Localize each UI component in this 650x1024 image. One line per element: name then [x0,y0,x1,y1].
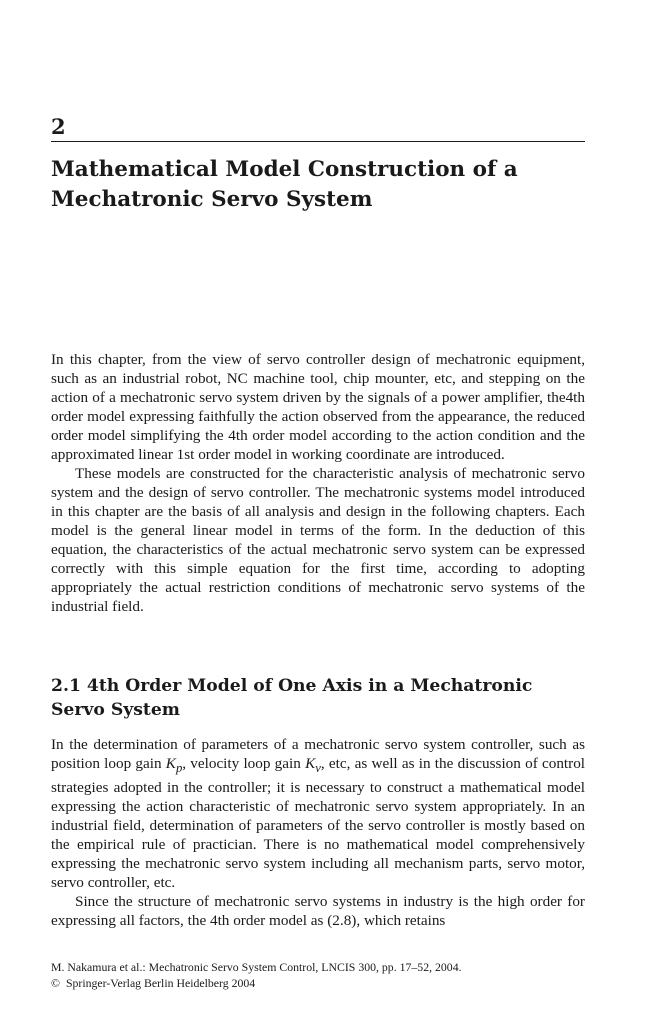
chapter-intro [51,350,585,616]
section-paragraph-2: Since the structure of mechatronic servo systems in industry is the high order for expressing all factors, the 4th order model as (2.8), which retains [51,893,585,930]
kv-subscript: v [315,761,321,776]
footer-copyright [51,975,585,991]
section-paragraph-1 [51,735,585,892]
footer-citation: M. Nakamura et al.: Mechatronic Servo System Control, LNCIS 300, pp. 17–52, 2004. [51,960,462,974]
kp-symbol: K [165,755,176,772]
page-footer [51,959,585,991]
section-paragraph-1-part-a: In the determination of parameters of a mechatronic servo system controller, such as position loop gain [51,736,585,772]
section-paragraph-1-part-b: , velocity loop gain [182,755,306,772]
copyright-icon: © [51,976,60,990]
section-paragraph-1-part-c: , etc, as well as in the discussion of control strategies adopted in the controller; it is necessary to construct a mathematical model expressing the action characteristic of mechatronic servo system appropriately. In an industrial field, determination of parameters of the servo controller is mostly based on the empirical rule of practician. There is no mathematical model comprehensively expressing the mechatronic servo system including all mechanism parts, servo motor, servo controller, etc. [51,755,586,892]
book-page [51,0,585,1024]
chapter-number: 2 [51,114,66,139]
footer-publisher: Springer-Verlag Berlin Heidelberg 2004 [65,976,256,990]
chapter-title: Mathematical Model Construction of a Mechatronic Servo System [51,157,518,212]
kv-symbol: K [305,755,316,772]
intro-paragraph-1: In this chapter, from the view of servo controller design of mechatronic equipment, such as an industrial robot, NC machine tool, chip mounter, etc, and stepping on the action of a mechatronic servo system driven by the signals of a power amplifier, the4th order model expressing faithfully the action observed from the appearance, the reduced order model simplifying the 4th order model according to the action condition and the approximated linear 1st order model in working coordinate are introduced. [51,351,585,463]
kp-subscript: p [175,761,183,776]
chapter-rule [51,141,585,142]
section-body [51,735,585,930]
intro-paragraph-2: These models are constructed for the characteristic analysis of mechatronic servo system and the design of servo controller. The mechatronic systems model introduced in this chapter are the basis of all analysis and design in the following chapters. Each model is the general linear model in terms of the form. In the deduction of this equation, the characteristics of the actual mechatronic servo system can be expressed correctly with this simple equation for the first time, according to adopting appropriately the actual restriction conditions of mechatronic servo systems of the industrial field. [51,465,585,615]
section-heading: 2.1 4th Order Model of One Axis in a Mechatronic Servo System [51,676,533,720]
